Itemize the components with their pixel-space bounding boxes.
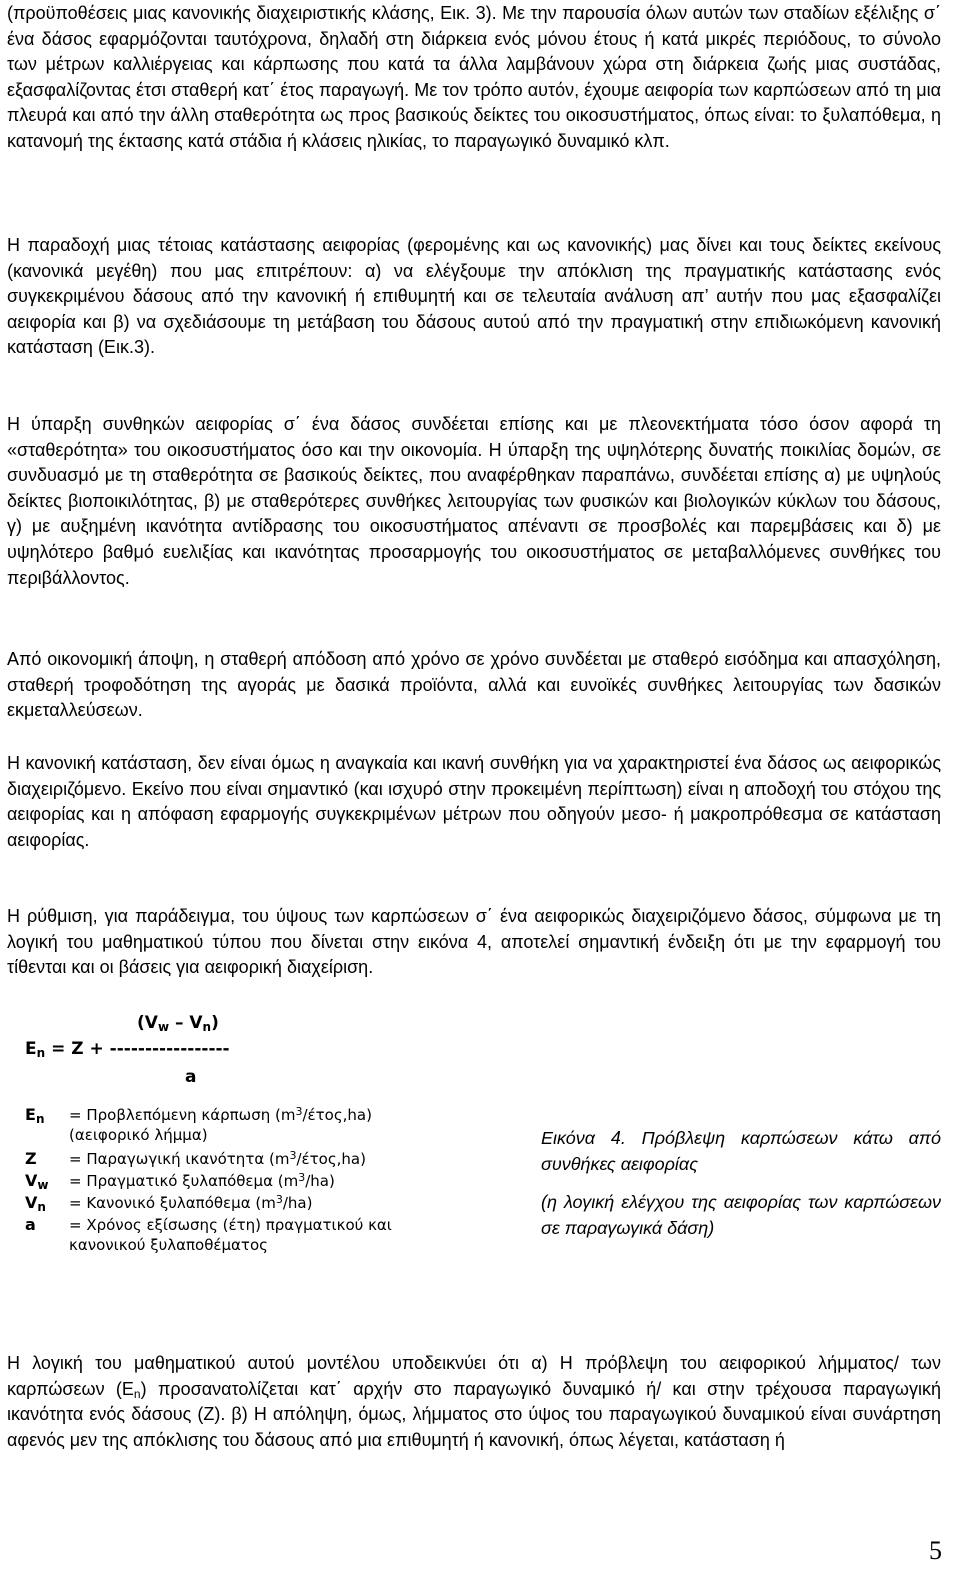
page-number: 5 (929, 1536, 942, 1565)
paragraph-3: Η ύπαρξη συνθηκών αειφορίας σ΄ ένα δάσος συνδέεται επίσης και με πλεονεκτήματα τόσο όσον αφορά τη «σταθερότητα» του οικοσυστήματος όσο και την οικονομία. Η ύπαρξη της υψηλότερης δυνατής ποικιλίας δομών, σε συνδυασμό με τη σταθερότητα σε βασικούς δείκτες, που αναφέρθηκαν παραπάνω, συνδέεται επίσης α) με υψηλούς δείκτες βιοποικιλότητας, β) με σταθερότερες συνθήκες λειτουργίας των φυσικών και βιολογικών κύκλων του δάσους, γ) με αυξημένη ικανότητα αντίδρασης του οικοσυστήματος απέναντι σε προσβολές και παρεμβάσεις και δ) με υψηλότερο βαθμό ευελιξίας και ικανότητας προσαρμογής του οικοσυστήματος σε μεταβαλλόμενες συνθήκες του περιβάλλοντος. (7, 414, 941, 588)
caption-title: Εικόνα 4. Πρόβλεψη καρπώσεων κάτω από συνθήκες αειφορίας (541, 1128, 941, 1174)
definition-vw: $V_w = \Pi\rho\alpha\gamma\mu\alpha\tau\iota\kappa ό$ ξυλαπόθεμα $(m^3/ha)$ (25, 1171, 335, 1192)
formula-main-line: $E_n = Z$ + ----------------- (25, 1039, 230, 1060)
formula-denominator: a (185, 1067, 197, 1087)
figure-caption (541, 1125, 941, 1241)
definition-vn: $V_n = K\alpha\nu o\nu\iota\kappa ό$ ξυλαπόθεμα $(m^3/ha)$ (25, 1193, 313, 1214)
paragraph-1: (προϋποθέσεις μιας κανονικής διαχειριστικής κλάσης, Εικ. 3). Με την παρουσία όλων αυτών των σταδίων εξέλιξης σ΄ ένα δάσος εφαρμόζονται ταυτόχρονα, δηλαδή στη διάρκεια ενός μόνου έτους ή κατά μικρές περιόδους, το σύνολο των μέτρων καλλιέργειας και κάρπωσης που κατά τα άλλα λαμβάνουν χώρα στη διάρκεια ζωής μιας συστάδας, εξασφαλίζοντας έτσι σταθερή κατ΄ έτος παραγωγή. Με τον τρόπο αυτόν, έχουμε αειφορία των καρπώσεων από τη μια πλευρά και από την άλλη σταθερότητα ως προς βασικούς δείκτες του οικοσυστήματος, όπως είναι: το ξυλαπόθεμα, η κατανομή της έκτασης κατά στάδια ή κλάσεις ηλικίας, το παραγωγικό δυναμικό κλπ. (7, 3, 941, 151)
paragraph-7: Η λογική του μαθηματικού αυτού μοντέλου υποδεικνύει ότι α) Η πρόβλεψη του αειφορικού λήμματος/ των καρπώσεων $(E_n)$ προσανατολίζεται κατ΄ αρχήν στο παραγωγικό δυναμικό ή/ και στην τρέχουσα παραγωγική ικανότητα ενός δάσους (Z). β) Η απόληψη, όμως, λήμματος στο ύψος του παραγωγικού δυναμικού είναι συνάρτηση αφενός μεν της απόκλισης του δάσους από μια επιθυμητή ή κανονική, όπως λέγεται, κατάσταση ή (7, 1353, 941, 1450)
formula-numerator: $(V_w - V_n)$ (137, 1013, 219, 1034)
definition-en: $E_n = \Pi\rho o\beta\lambda\varepsilon\pi ό\mu\varepsilon\nu\eta$ κάρπωση $(m^3/έ\tau o\varsigma,ha)$ (αειφορικό λήμμα) (25, 1105, 372, 1144)
formula-figure (25, 1005, 505, 1270)
paragraph-6: Η ρύθμιση, για παράδειγμα, του ύψους των καρπώσεων σ΄ ένα αειφορικώς διαχειριζόμενο δάσος, σύμφωνα με τη λογική του μαθηματικού τύπου που δίνεται στην εικόνα 4, αποτελεί σημαντική ένδειξη ότι με την εφαρμογή του τίθενται και οι βάσεις για αειφορική διαχείριση. (7, 906, 941, 978)
paragraph-5: Η κανονική κατάσταση, δεν είναι όμως η αναγκαία και ικανή συνθήκη για να χαρακτηριστεί ένα δάσος ως αειφορικώς διαχειριζόμενο. Εκείνο που είναι σημαντικό (και ισχυρό στην προκειμένη περίπτωση) είναι η αποδοχή του στόχου της αειφορίας και η απόφαση εφαρμογής συγκεκριμένων μέτρων που οδηγούν μεσο- ή μακροπρόθεσμα σε κατάσταση αειφορίας. (7, 753, 941, 850)
definition-a: a = Χρόνος εξίσωσης (έτη) πραγματικού και κανονικού ξυλαποθέματος (25, 1215, 392, 1254)
definition-z: Z = Παραγωγική ικανότητα $(m^3/έ\tau o\varsigma,ha)$ (25, 1149, 366, 1168)
caption-subtitle: (η λογική ελέγχου της αειφορίας των καρπώσεων σε παραγωγικά δάση) (541, 1192, 941, 1238)
paragraph-2: Η παραδοχή μιας τέτοιας κατάστασης αειφορίας (φερομένης και ως κανονικής) μας δίνει και τους δείκτες εκείνους (κανονικά μεγέθη) που μας επιτρέπουν: α) να ελέγξουμε την απόκλιση της πραγματικής κατάστασης ενός συγκεκριμένου δάσους από την κανονική ή επιθυμητή και σε τελευταία ανάλυση απ’ αυτήν που μας εξασφαλίζει αειφορία και β) να σχεδιάσουμε τη μετάβαση του δάσους αυτού από την πραγματική στην επιδιωκόμενη κανονική κατάσταση (Εικ.3). (7, 235, 941, 358)
paragraph-4: Από οικονομική άποψη, η σταθερή απόδοση από χρόνο σε χρόνο συνδέεται με σταθερό εισόδημα και απασχόληση, σταθερή τροφοδότηση της αγοράς με δασικά προϊόντα, αλλά και ευνοϊκές συνθήκες λειτουργίας των δασικών εκμεταλλεύσεων. (7, 649, 941, 721)
